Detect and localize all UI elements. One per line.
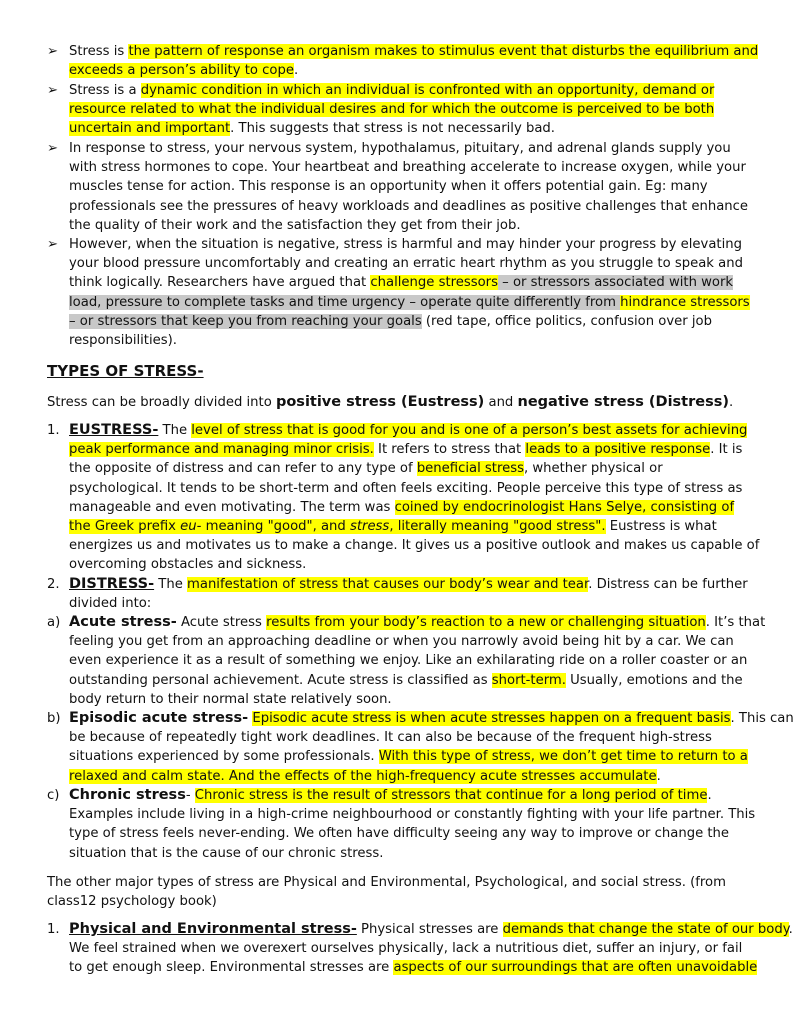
text-run: situations experienced by some professionals. xyxy=(69,749,379,765)
bullet-line xyxy=(69,254,743,273)
list-item-marker: 1. xyxy=(47,922,60,937)
text-run: . This suggests that stress is not necessarily bad. xyxy=(230,121,555,137)
text-run: relaxed and calm state. And the effects of the high-frequency acute stresses accumulate xyxy=(69,768,657,784)
text-run: . This can xyxy=(730,711,794,726)
bullet-line xyxy=(69,312,712,331)
bullet-line xyxy=(69,81,714,100)
text-run: results from your body’s reaction to a new or challenging situation xyxy=(266,615,706,630)
text-run: . xyxy=(656,768,661,784)
text-run: and xyxy=(484,395,518,410)
list-item-line xyxy=(69,440,742,459)
text-run: demands that change the state of our body xyxy=(502,922,789,937)
text-run: the pattern of response an organism makes to stimulus event that disturbs the equilibrium and xyxy=(128,44,759,59)
list-item-line xyxy=(69,575,748,594)
text-run: (red tape, office politics, confusion over job xyxy=(421,313,712,329)
text-run: outstanding personal achievement. Acute stress is classified as xyxy=(69,672,492,688)
text-run: Examples include living in a high-crime neighbourhood or constantly fighting with your life partner. This xyxy=(69,807,756,823)
text-run: your blood pressure uncomfortably and creating an erratic heart rhythm as you struggle to speak and xyxy=(69,256,743,272)
text-run: DISTRESS- xyxy=(69,576,155,592)
text-run: exceeds a person’s ability to cope xyxy=(69,63,294,79)
list-item-line xyxy=(69,671,743,690)
list-item-line xyxy=(69,479,742,498)
text-run: . It’s that xyxy=(705,615,766,630)
text-run: Chronic stress xyxy=(69,787,186,803)
text-run: aspects of our surroundings that are often unavoidable xyxy=(393,960,758,976)
list-item-line xyxy=(69,747,748,766)
text-run: stress xyxy=(349,519,390,534)
text-run: . Distress can be further xyxy=(588,577,748,592)
text-run: . It is xyxy=(710,442,743,458)
bullet-marker: ➢ xyxy=(47,141,59,156)
text-run: the Greek prefix xyxy=(69,519,181,534)
text-run: Acute stress xyxy=(176,615,267,630)
text-run: The xyxy=(154,577,188,592)
text-run: Usually, emotions and the xyxy=(565,672,743,688)
text-run: Episodic acute stress is when acute stresses happen on a frequent basis xyxy=(252,711,731,726)
list-item-line xyxy=(69,594,151,613)
text-run: body return to their normal state relatively soon. xyxy=(69,691,392,707)
bullet-line xyxy=(69,139,731,158)
text-run: meaning "good", and xyxy=(201,519,350,534)
bullet-marker: ➢ xyxy=(47,83,59,98)
text-run: Chronic stress is the result of stressors that continue for a long period of time xyxy=(194,788,708,803)
list-item-marker: 1. xyxy=(47,423,60,438)
text-run: EUSTRESS- xyxy=(69,422,159,438)
text-run: to get enough sleep. Environmental stresses are xyxy=(69,960,394,976)
list-item-line xyxy=(69,844,383,863)
text-run: resource related to what the individual desires and for which the outcome is perceived to be both xyxy=(69,102,715,118)
text-run: uncertain and important xyxy=(69,121,231,137)
text-run: We feel strained when we overexert ourselves physically, lack a nutritious diet, suffer an injury, or fail xyxy=(69,941,743,957)
text-run: negative stress (Distress) xyxy=(517,394,729,410)
text-run: energizes us and motivates us to make a change. It gives us a positive outlook and makes us capable of xyxy=(69,538,760,554)
bullet-line xyxy=(69,100,714,119)
list-item-line xyxy=(69,709,794,728)
text-run: think logically. Researchers have argued that xyxy=(69,275,371,291)
text-run: divided into: xyxy=(69,596,152,612)
bullet-line xyxy=(69,158,746,177)
text-run: load, pressure to complete tasks and time urgency – operate quite differently from xyxy=(69,294,621,310)
list-item-line xyxy=(69,824,729,843)
text-run: hindrance stressors xyxy=(620,294,750,310)
text-run: – or stressors associated with work xyxy=(497,275,734,291)
list-item-marker: c) xyxy=(47,788,60,803)
list-item-line xyxy=(69,786,712,805)
text-run: – or stressors that keep you from reaching your goals xyxy=(69,313,422,329)
text-run: eu- xyxy=(180,519,202,534)
text-run: muscles tense for action. This response is an opportunity when it offers potential gain. Eg: many xyxy=(69,179,708,195)
bullet-line xyxy=(69,273,733,292)
text-run: class12 psychology book) xyxy=(47,894,217,910)
text-run: Physical stresses are xyxy=(356,922,503,937)
bullet-line xyxy=(69,197,748,216)
bullet-marker: ➢ xyxy=(47,44,59,59)
list-item-line xyxy=(69,805,755,824)
text-run: challenge stressors xyxy=(370,275,498,291)
text-run: , whether physical or xyxy=(523,461,663,477)
bullet-line xyxy=(69,177,708,196)
list-item-line xyxy=(69,651,747,670)
text-run: Eustress is what xyxy=(605,519,717,534)
types-heading: TYPES OF STRESS- xyxy=(47,362,204,380)
list-item-marker: b) xyxy=(47,711,61,726)
list-item-line xyxy=(69,958,757,977)
list-item-line xyxy=(69,421,747,440)
text-run: Acute stress- xyxy=(69,614,177,630)
text-run: leads to a positive response xyxy=(525,442,711,458)
text-run: The xyxy=(158,423,192,438)
text-run: manageable and even motivating. The term was xyxy=(69,499,395,515)
bullet-line xyxy=(69,216,521,235)
text-run: even experience it as a result of something we enjoy. Like an exhilarating ride on a roller coaster or an xyxy=(69,653,748,669)
text-run: dynamic condition in which an individual is confronted with an opportunity, demand or xyxy=(140,83,715,98)
bullet-line xyxy=(69,331,177,350)
text-run: . xyxy=(293,63,299,79)
text-run: be because of repeatedly tight work deadlines. It can also be because of the frequent high-stress xyxy=(69,730,712,746)
list-item-line xyxy=(69,536,759,555)
text-run: manifestation of stress that causes our body’s wear and tear xyxy=(187,577,589,592)
text-run: level of stress that is good for you and is one of a person’s best assets for achieving xyxy=(191,423,748,438)
list-item-line xyxy=(69,920,793,939)
text-run: . xyxy=(728,395,734,410)
text-run: Stress is a xyxy=(69,83,141,98)
paragraph-line xyxy=(47,873,726,892)
bullet-line xyxy=(69,42,758,61)
text-run: type of stress feels never-ending. We often have difficulty seeing any way to improve or change the xyxy=(69,826,730,842)
text-run: , literally meaning "good stress". xyxy=(389,519,606,534)
bullet-line xyxy=(69,293,750,312)
text-run: Physical and Environmental stress- xyxy=(69,921,357,937)
text-run: peak performance and managing minor crisis. xyxy=(69,442,374,458)
text-run: beneficial stress xyxy=(416,461,524,477)
list-item-line xyxy=(69,498,734,517)
text-run: psychological. It tends to be short-term and often feels exciting. People perceive this type of stress as xyxy=(69,480,743,496)
text-run: . xyxy=(707,788,712,803)
bullet-line xyxy=(69,119,555,138)
list-item-line xyxy=(69,767,661,786)
text-run: The other major types of stress are Physical and Environmental, Psychological, and social stress. (from xyxy=(47,875,726,890)
text-run: Episodic acute stress- xyxy=(69,710,249,726)
text-run: With this type of stress, we don’t get time to return to a xyxy=(378,749,748,765)
list-item-line xyxy=(69,555,306,574)
text-run: with stress hormones to cope. Your heartbeat and breathing accelerate to increase oxygen, while your xyxy=(69,160,746,176)
text-run: Stress can be broadly divided into xyxy=(47,395,276,410)
text-run: professionals see the pressures of heavy workloads and deadlines as positive challenges that enhance xyxy=(69,198,749,214)
text-run: responsibilities). xyxy=(69,333,177,348)
text-run: positive stress (Eustress) xyxy=(275,394,485,410)
list-item-line xyxy=(69,728,712,747)
text-run: In response to stress, your nervous system, hypothalamus, pituitary, and adrenal glands supply you xyxy=(69,141,731,156)
list-item-line xyxy=(69,459,663,478)
list-item-marker: 2. xyxy=(47,577,60,592)
list-item-line xyxy=(69,517,717,536)
text-run: overcoming obstacles and sickness. xyxy=(69,557,307,573)
text-run: the quality of their work and the satisfaction they get from their job. xyxy=(69,217,521,233)
text-run: situation that is the cause of our chronic stress. xyxy=(69,845,384,861)
text-run: short-term. xyxy=(491,672,566,688)
text-run: . xyxy=(788,922,793,937)
text-run: coined by endocrinologist Hans Selye, consisting of xyxy=(394,499,735,515)
intro-paragraph xyxy=(47,393,733,412)
list-item-line xyxy=(69,613,765,632)
text-run: feeling you get from an approaching deadline or when you narrowly avoid being hit by a car. We can xyxy=(69,634,734,650)
list-item-line xyxy=(69,690,392,709)
text-run: the opposite of distress and can refer to any type of xyxy=(69,461,417,477)
bullet-line xyxy=(69,235,742,254)
text-run: - xyxy=(185,788,195,803)
bullet-line xyxy=(69,61,298,80)
bullet-marker: ➢ xyxy=(47,237,59,252)
list-item-line xyxy=(69,939,742,958)
paragraph-line xyxy=(47,892,217,911)
text-run: However, when the situation is negative, stress is harmful and may hinder your progress by elevating xyxy=(69,237,742,252)
text-run: Stress is xyxy=(69,44,129,59)
list-item-line xyxy=(69,632,734,651)
text-run: It refers to stress that xyxy=(373,442,526,458)
list-item-marker: a) xyxy=(47,615,61,630)
